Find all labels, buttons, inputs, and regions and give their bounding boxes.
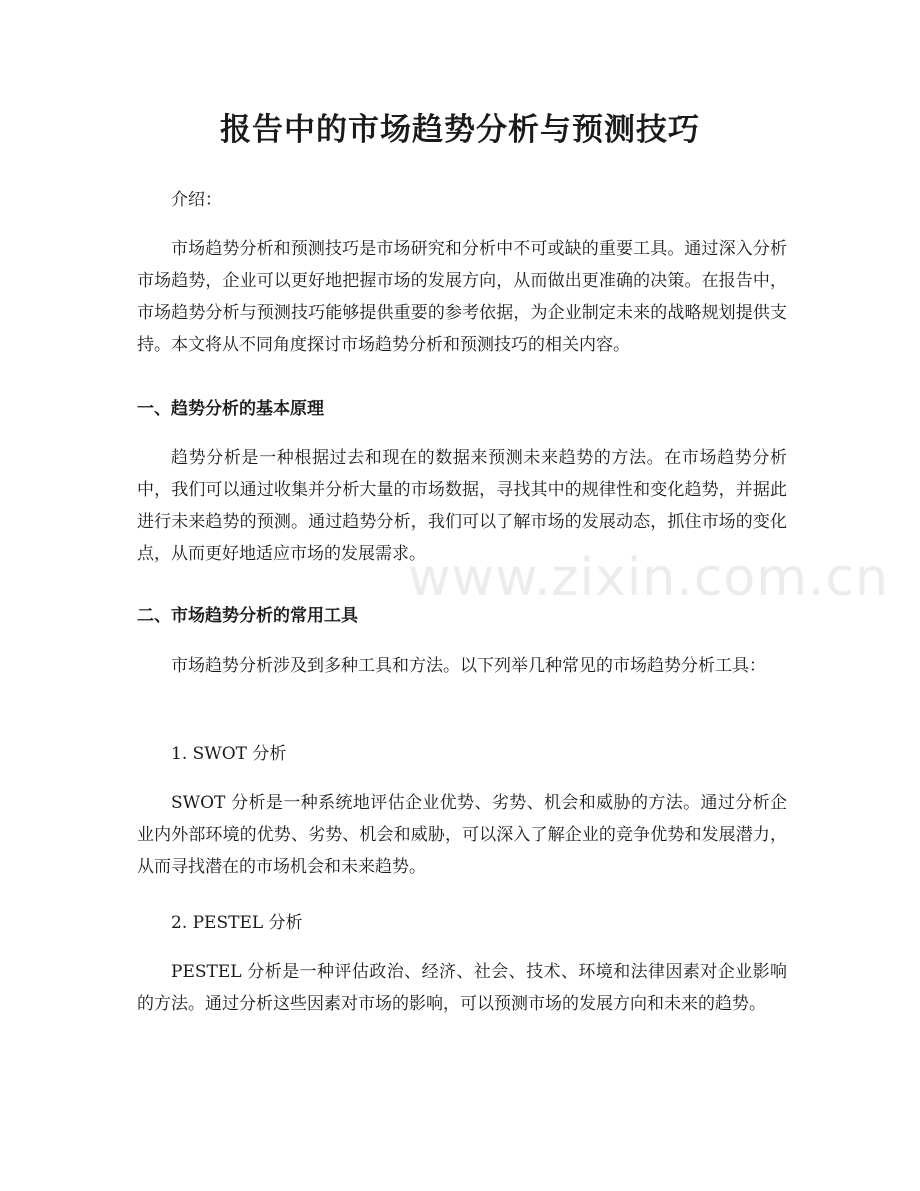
watermark: www.zixin.com.cn xyxy=(408,548,889,608)
document-title: 报告中的市场趋势分析与预测技巧 xyxy=(220,112,700,148)
intro-paragraph: 市场趋势分析和预测技巧是市场研究和分析中不可或缺的重要工具。通过深入分析市场趋势，企业可以更好地把握市场的发展方向，从而做出更准确的决策。在报告中，市场趋势分析与预测技巧能够提供重要的参考依据，为企业制定未来的战略规划提供支持。本文将从不同角度探讨市场趋势分析和预测技巧的相关内容。 xyxy=(137,239,787,355)
item1-label: 1. SWOT 分析 xyxy=(171,744,287,764)
section2-paragraph: 市场趋势分析涉及到多种工具和方法。以下列举几种常见的市场趋势分析工具： xyxy=(171,656,766,676)
intro-label: 介绍： xyxy=(171,190,222,210)
item1-paragraph: SWOT 分析是一种系统地评估企业优势、劣势、机会和威胁的方法。通过分析企业内外部环境的优势、劣势、机会和威胁，可以深入了解企业的竞争优势和发展潜力，从而寻找潜在的市场机会和未来趋势。 xyxy=(137,793,787,877)
section1-heading: 一、趋势分析的基本原理 xyxy=(137,399,324,419)
section2-heading: 二、市场趋势分析的常用工具 xyxy=(137,606,358,626)
section1-paragraph: 趋势分析是一种根据过去和现在的数据来预测未来趋势的方法。在市场趋势分析中，我们可以通过收集并分析大量的市场数据，寻找其中的规律性和变化趋势，并据此进行未来趋势的预测。通过趋势分析，我们可以了解市场的发展动态，抓住市场的变化点，从而更好地适应市场的发展需求。 xyxy=(137,448,787,564)
item2-label: 2. PESTEL 分析 xyxy=(171,913,303,933)
item2-paragraph: PESTEL 分析是一种评估政治、经济、社会、技术、环境和法律因素对企业影响的方法。通过分析这些因素对市场的影响，可以预测市场的发展方向和未来的趋势。 xyxy=(137,962,787,1014)
